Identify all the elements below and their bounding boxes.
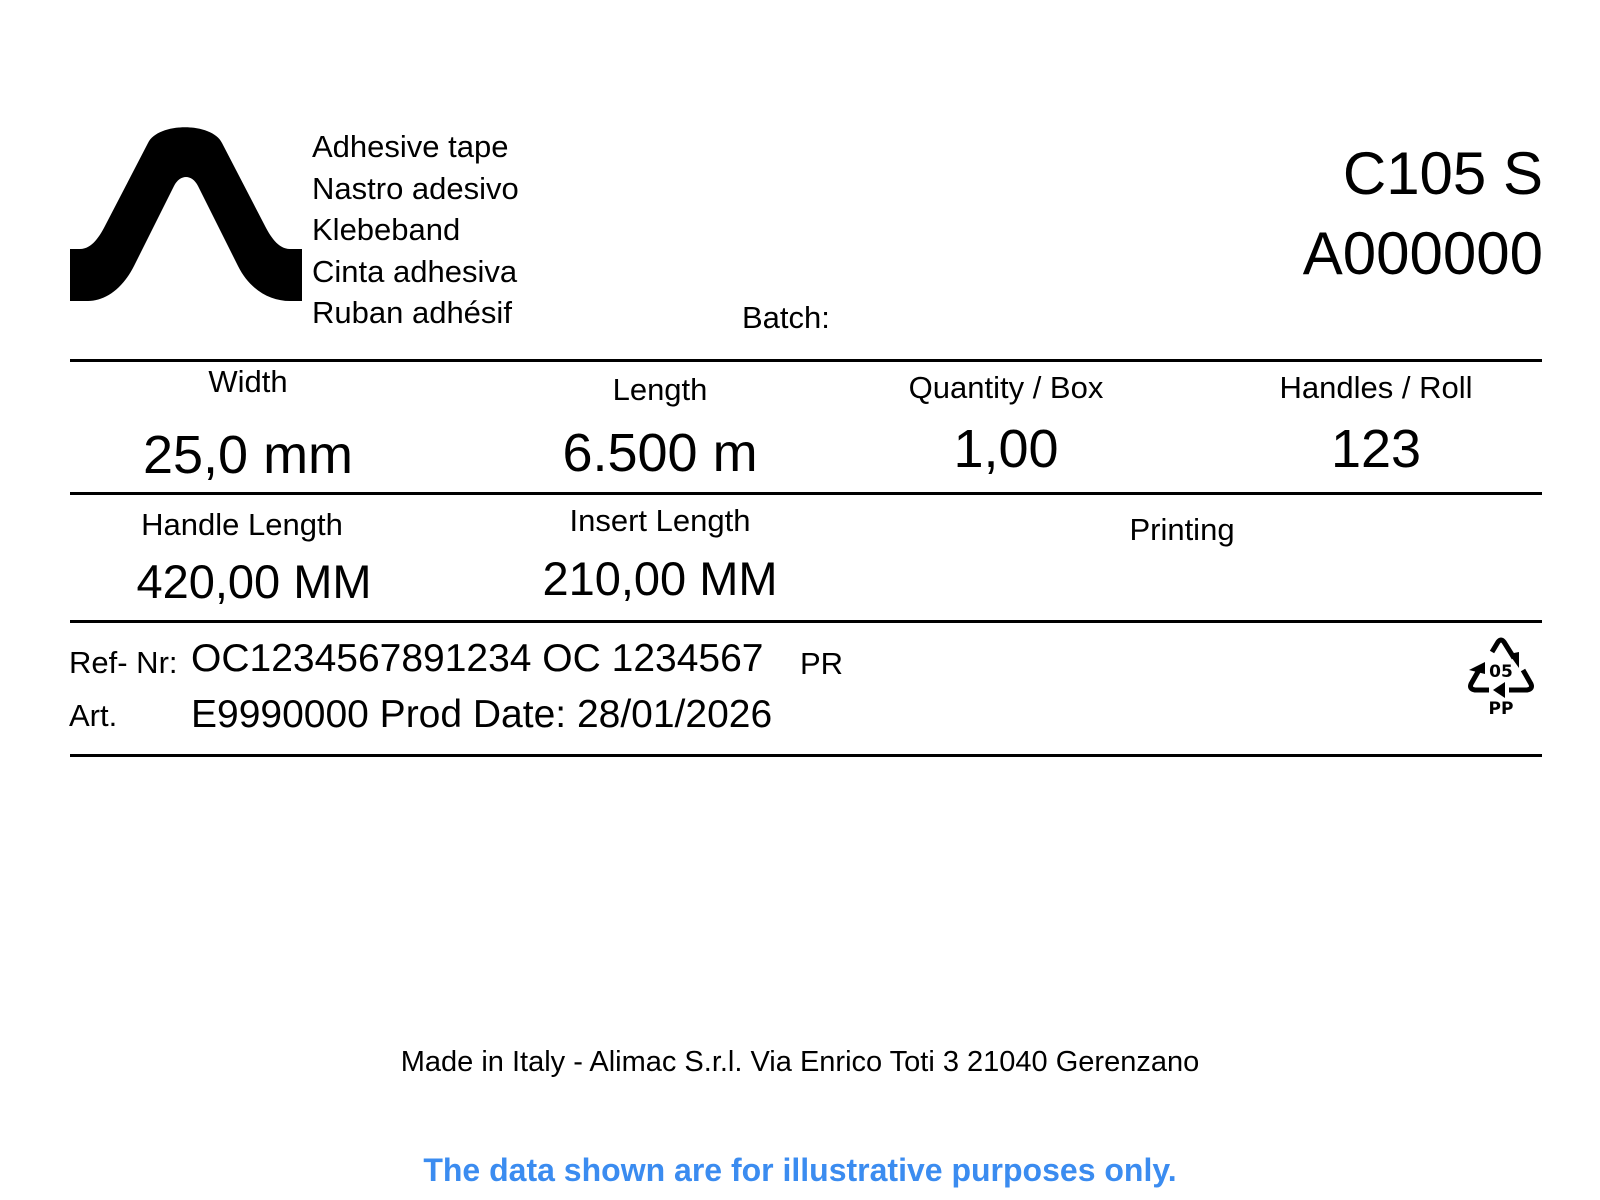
quantity-box-value: 1,00 xyxy=(953,419,1059,479)
handles-roll-value: 123 xyxy=(1330,419,1422,479)
length-label: Length xyxy=(612,372,708,407)
ref-nr-label: Ref- Nr: xyxy=(69,645,178,680)
product-name-it: Nastro adesivo xyxy=(312,170,519,206)
brand-logo-icon xyxy=(70,126,302,301)
product-code: C105 S xyxy=(1342,140,1543,207)
product-name-en: Adhesive tape xyxy=(312,129,509,164)
handle-length-value: 420,00 MM xyxy=(136,555,372,608)
product-names xyxy=(312,126,519,334)
printing-label: Printing xyxy=(1129,512,1235,547)
width-value: 25,0 mm xyxy=(142,425,354,485)
insert-length-label: Insert Length xyxy=(569,503,751,538)
product-name-de: Klebeband xyxy=(312,212,461,247)
width-label: Width xyxy=(208,364,288,399)
product-name-es: Cinta adhesiva xyxy=(312,253,518,289)
handle-length-label: Handle Length xyxy=(141,507,343,542)
product-name-fr: Ruban adhésif xyxy=(312,295,512,330)
art-value: E9990000 Prod Date: 28/01/2026 xyxy=(191,693,773,736)
length-value: 6.500 m xyxy=(562,423,758,483)
divider-bottom xyxy=(70,754,1542,757)
divider-middle xyxy=(70,492,1542,495)
recycling-pp-icon xyxy=(1465,636,1537,720)
manufacturer-address: Made in Italy - Alimac S.r.l. Via Enrico Toti 3 21040 Gerenzano xyxy=(400,1046,1200,1078)
recycling-code: 05 xyxy=(1489,662,1513,682)
art-label: Art. xyxy=(69,698,118,733)
quantity-box-label: Quantity / Box xyxy=(908,370,1104,405)
ref-nr-value: OC1234567891234 OC 1234567 xyxy=(191,637,764,680)
handles-roll-label: Handles / Roll xyxy=(1279,370,1473,405)
pr-label: PR xyxy=(800,646,844,681)
divider-top xyxy=(70,359,1542,362)
batch-label: Batch: xyxy=(742,300,830,335)
illustrative-disclaimer: The data shown are for illustrative purposes only. xyxy=(423,1152,1177,1188)
insert-length-value: 210,00 MM xyxy=(542,552,778,605)
divider-lower xyxy=(70,620,1542,623)
article-code: A000000 xyxy=(1302,220,1543,287)
recycling-material: PP xyxy=(1488,699,1514,719)
